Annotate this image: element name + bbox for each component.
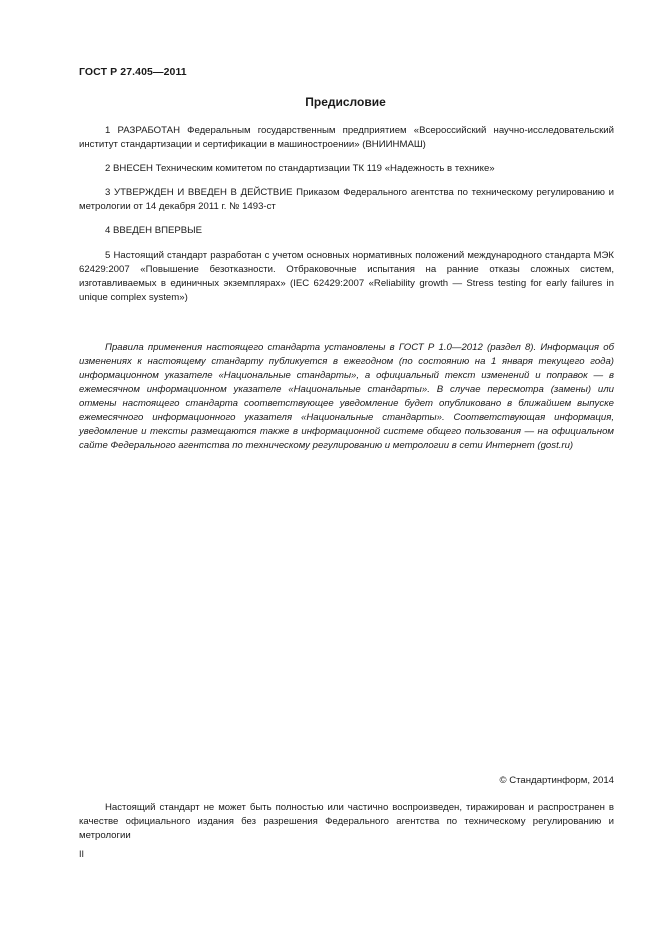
section-title: Предисловие	[305, 95, 386, 109]
reproduction-notice: Настоящий стандарт не может быть полностью или частично воспроизведен, тиражирован и распространен в качестве официального издания без разрешения Федерального агентства по техническому регулированию и метрологии	[79, 802, 614, 841]
foreword-item-3: 3 УТВЕРЖДЕН И ВВЕДЕН В ДЕЙСТВИЕ Приказом Федерального агентства по техническому регулированию и метрологии от 14 декабря 2011 г. № 1493-ст	[79, 187, 614, 212]
foreword-item-5: 5 Настоящий стандарт разработан с учетом основных нормативных положений международного стандарта МЭК 62429:2007 «Повышение безотказности. Отбраковочные испытания на ранние отказы сложных систем, изготавливаемых в единичных экземплярах» (IEC 62429:2007 «Reliability growth — Stress testing for early failures in unique complex system»)	[79, 250, 614, 303]
page-number: II	[79, 849, 85, 859]
usage-rules-note: Правила применения настоящего стандарта установлены в ГОСТ Р 1.0—2012 (раздел 8). Информация об изменениях к настоящему стандарту публикуется в ежегодном (по состоянию на 1 января текущего года) информационном указателе «Национальные стандарты», а официальный текст изменений и поправок — в ежемесячном информационном указателе «Национальные стандарты». В случае пересмотра (замены) или отмены настоящего стандарта соответствующее уведомление будет опубликовано в ближайшем выпуске ежемесячного информационного указателя «Национальные стандарты». Соответствующая информация, уведомление и тексты размещаются также в информационной системе общего пользования — на официальном сайте Федерального агентства по техническому регулированию и метрологии в сети Интернет (gost.ru)	[79, 342, 614, 451]
foreword-item-4: 4 ВВЕДЕН ВПЕРВЫЕ	[105, 225, 203, 236]
copyright-notice: © Стандартинформ, 2014	[499, 775, 614, 786]
foreword-item-1: 1 РАЗРАБОТАН Федеральным государственным предприятием «Всероссийский научно-исследовательский институт стандартизации и сертификации в машиностроении» (ВНИИНМАШ)	[79, 125, 614, 150]
document-code-header: ГОСТ Р 27.405—2011	[79, 66, 187, 78]
foreword-item-2: 2 ВНЕСЕН Техническим комитетом по стандартизации ТК 119 «Надежность в технике»	[105, 163, 495, 174]
